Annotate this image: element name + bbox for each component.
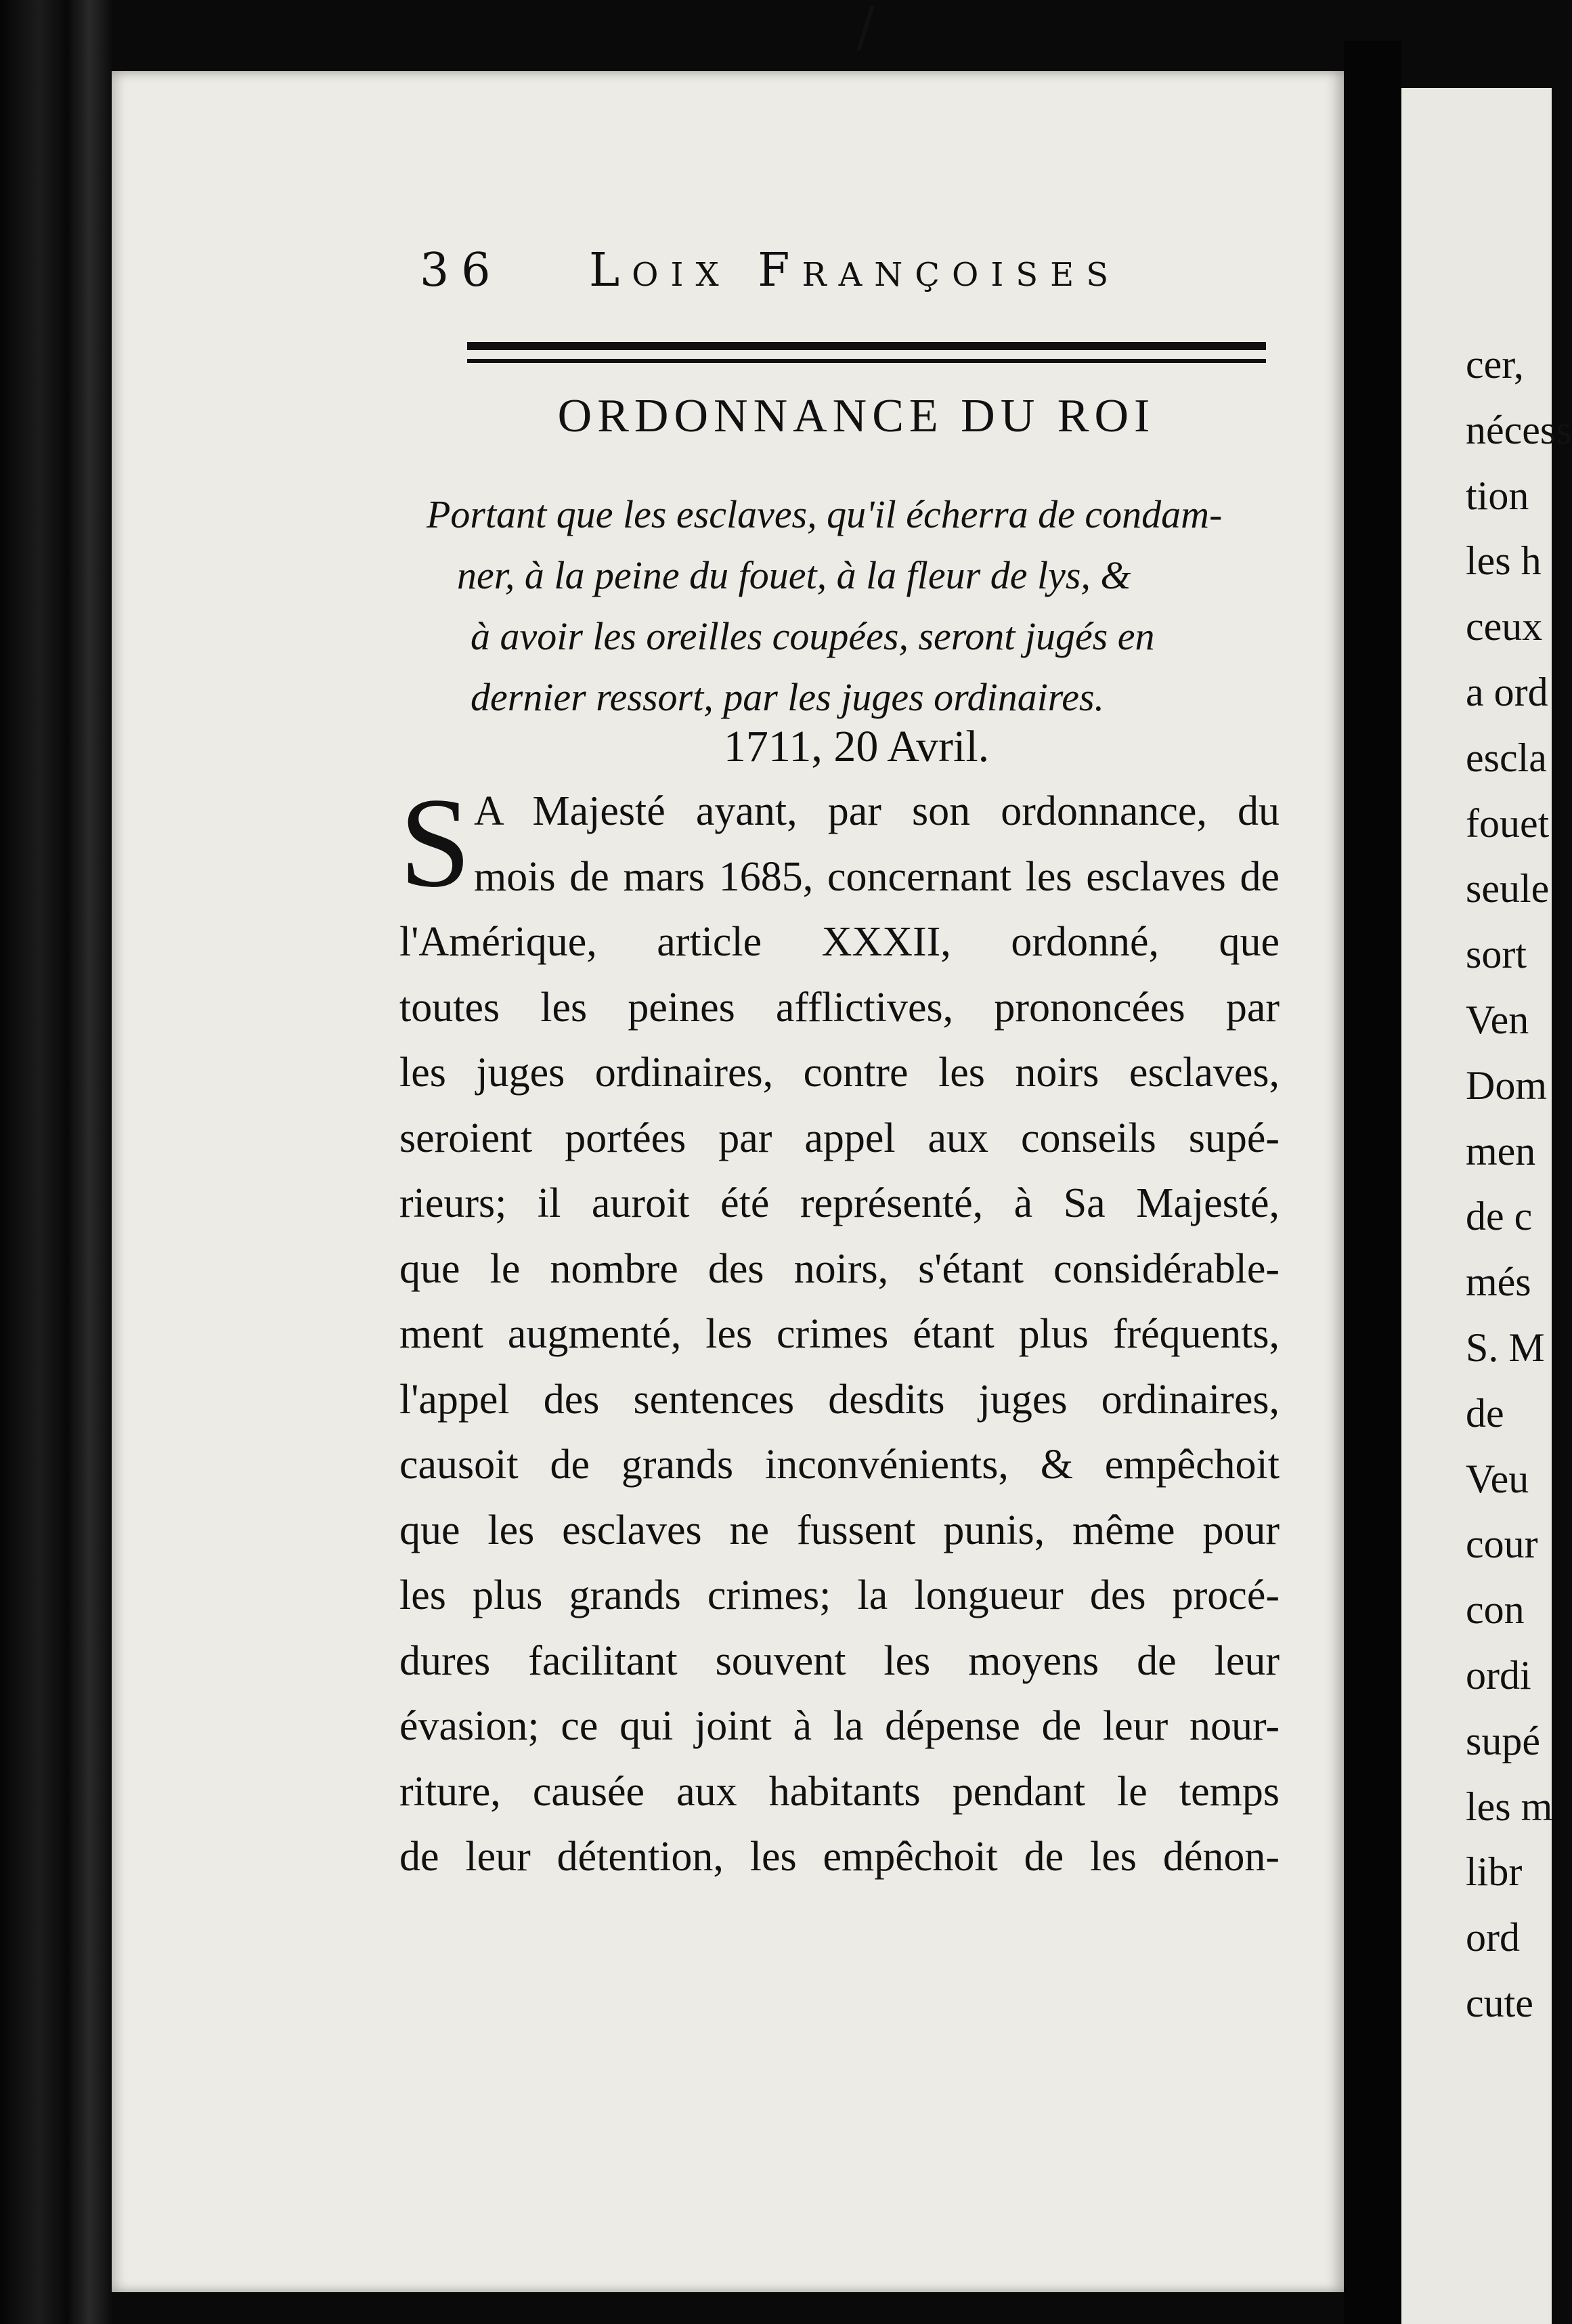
facing-line: supé — [1466, 1718, 1540, 1763]
subtitle-line: à avoir les oreilles coupées, seront jugés en — [471, 614, 1155, 658]
facing-line: seule — [1466, 866, 1550, 911]
facing-line: Dom — [1466, 1062, 1547, 1108]
facing-page-text — [1466, 332, 1572, 2036]
facing-line: més — [1466, 1260, 1531, 1305]
drop-cap: S — [399, 772, 471, 914]
body-line: évasion; ce qui joint à la dépense de leur nour- — [399, 1703, 1280, 1749]
body-line: toutes les peines afflictives, prononcées par — [399, 984, 1280, 1031]
body-line: A Majesté ayant, par son ordonnance, du — [474, 788, 1280, 834]
facing-line: Veu — [1466, 1456, 1529, 1501]
running-head — [420, 244, 1232, 318]
body-line: riture, causée aux habitants pendant le temps — [399, 1768, 1280, 1815]
facing-line: S. M — [1466, 1325, 1545, 1370]
facing-line: nécess — [1466, 407, 1572, 452]
body-line: que les esclaves ne fussent punis, même pour — [399, 1507, 1280, 1553]
body-line: dures facilitant souvent les moyens de leur — [399, 1637, 1280, 1684]
facing-line: de — [1466, 1390, 1504, 1436]
double-rule-thin — [467, 359, 1266, 363]
body-line: l'Amérique, article XXXII, ordonné, que — [399, 919, 1280, 965]
top-pen-mark: / — [856, 0, 875, 58]
running-title: Loix Françoises — [589, 244, 1121, 297]
facing-line: les m — [1466, 1784, 1553, 1829]
left-binding-edge — [0, 0, 112, 2324]
body-line: les juges ordinaires, contre les noirs esclaves, — [399, 1050, 1280, 1096]
facing-line: les h — [1466, 538, 1542, 584]
body-text — [399, 772, 1280, 1890]
body-line: mois de mars 1685, concernant les esclaves de — [474, 853, 1280, 900]
facing-line: ceux — [1466, 604, 1543, 649]
facing-line: escla — [1466, 735, 1547, 780]
facing-line: tion — [1466, 473, 1529, 518]
book-gutter — [1344, 41, 1401, 2324]
subtitle-line: ner, à la peine du fouet, à la fleur de lys, & — [457, 553, 1131, 597]
facing-line: cute — [1466, 1980, 1533, 2025]
page-number: 36 — [420, 244, 503, 297]
facing-line: libr — [1466, 1849, 1523, 1895]
body-line: que le nombre des noirs, s'étant considérable- — [399, 1245, 1280, 1292]
body-line: les plus grands crimes; la longueur des procé- — [399, 1572, 1280, 1618]
facing-line: cour — [1466, 1522, 1538, 1567]
body-line: causoit de grands inconvénients, & empêchoit — [399, 1442, 1280, 1488]
subtitle-line: Portant que les esclaves, qu'il écherra de condam- — [427, 492, 1223, 536]
body-line: l'appel des sentences desdits juges ordinaires, — [399, 1376, 1280, 1423]
ordinance-date: 1711, 20 Avril. — [723, 722, 990, 771]
facing-line: men — [1466, 1128, 1536, 1174]
body-line: seroient portées par appel aux conseils supé- — [399, 1115, 1280, 1161]
facing-line: ord — [1466, 1915, 1520, 1960]
facing-line: con — [1466, 1587, 1525, 1633]
facing-line: ordi — [1466, 1652, 1531, 1698]
facing-line: sort — [1466, 932, 1527, 977]
facing-line: a ord — [1466, 669, 1548, 714]
body-line: rieurs; il auroit été représenté, à Sa Majesté, — [399, 1180, 1280, 1226]
facing-line: de c — [1466, 1194, 1533, 1239]
facing-line: Ven — [1466, 997, 1529, 1042]
facing-line: cer, — [1466, 342, 1524, 387]
body-line: de leur détention, les empêchoit de les dénon- — [399, 1834, 1280, 1880]
ordinance-subtitle — [427, 484, 1300, 728]
body-line: ment augmenté, les crimes étant plus fréquents, — [399, 1311, 1280, 1357]
subtitle-line: dernier ressort, par les juges ordinaires. — [471, 675, 1105, 719]
ordinance-heading: ORDONNANCE DU ROI — [557, 390, 1156, 442]
facing-line: fouet — [1466, 800, 1550, 846]
double-rule-thick — [467, 342, 1266, 350]
